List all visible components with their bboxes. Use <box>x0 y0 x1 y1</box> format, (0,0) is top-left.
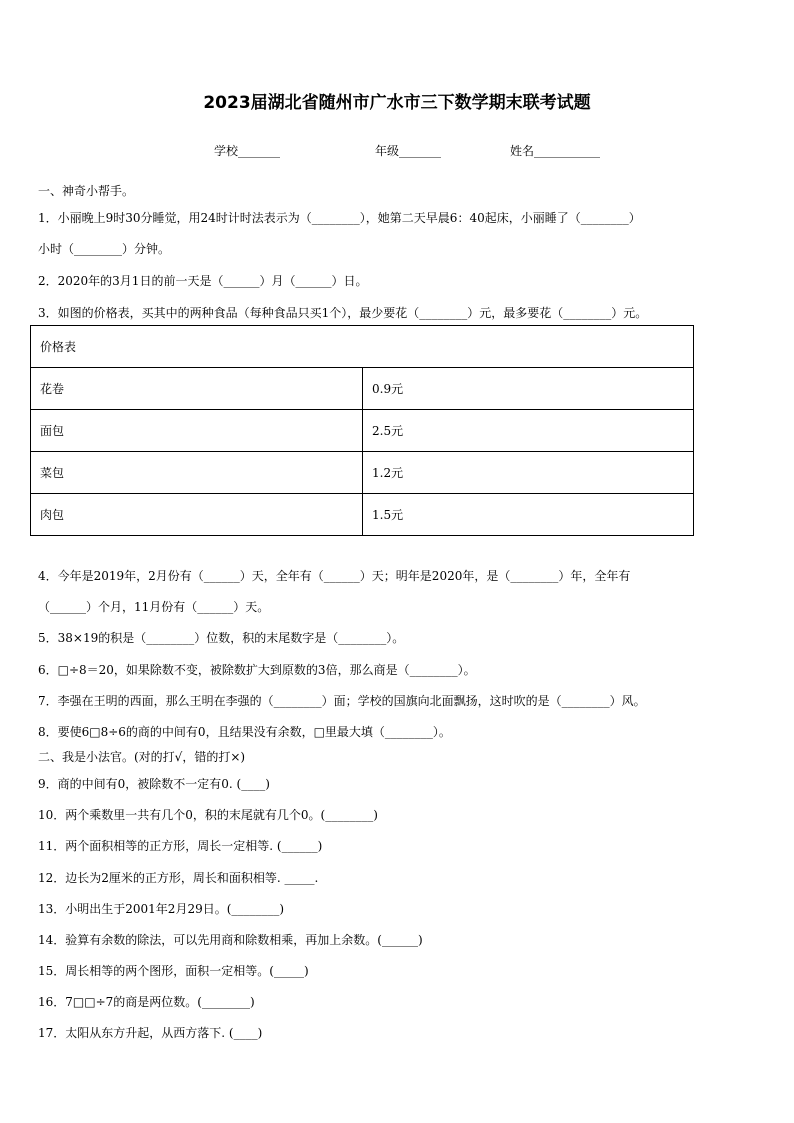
question-15: 15．周长相等的两个图形，面积一定相等。(_____) <box>38 964 309 978</box>
question-10: 10．两个乘数里一共有几个0，积的末尾就有几个0。(________) <box>38 808 378 822</box>
table-header: 价格表 <box>31 326 694 368</box>
table-row <box>31 494 694 536</box>
question-17: 17．太阳从东方升起，从西方落下. (____) <box>38 1026 263 1040</box>
question-16: 16．7□□÷7的商是两位数。(________) <box>38 995 255 1009</box>
question-13: 13．小明出生于2001年2月29日。(________) <box>38 902 285 916</box>
question-4-line-1: 4．今年是2019年，2月份有（______）天，全年有（______）天；明年是2020年，是（________）年，全年有 <box>38 569 631 583</box>
question-12: 12．边长为2厘米的正方形，周长和面积相等. _____. <box>38 871 319 885</box>
question-6: 6．□÷8＝20，如果除数不变，被除数扩大到原数的3倍，那么商是（________）。 <box>38 663 476 677</box>
table-row <box>31 326 694 368</box>
question-2: 2．2020年的3月1日的前一天是（______）月（______）日。 <box>38 274 368 288</box>
question-8: 8．要使6□8÷6的商的中间有0，且结果没有余数，□里最大填（________）。 <box>38 725 451 739</box>
question-1-line-2: 小时（________）分钟。 <box>38 242 171 256</box>
food-price: 1.5元 <box>363 494 694 536</box>
food-price: 1.2元 <box>363 452 694 494</box>
table-row <box>31 368 694 410</box>
table-row <box>31 452 694 494</box>
food-price: 0.9元 <box>363 368 694 410</box>
question-4-line-2: （______）个月，11月份有（______）天。 <box>38 600 270 614</box>
food-name: 花卷 <box>31 368 363 410</box>
question-7: 7．李强在王明的西面，那么王明在李强的（________）面；学校的国旗向北面飘扬，这时吹的是（________）风。 <box>38 694 646 708</box>
page-title: 2023届湖北省随州市广水市三下数学期末联考试题 <box>203 93 591 113</box>
section-1-heading: 一、神奇小帮手。 <box>38 184 135 198</box>
question-5: 5．38×19的积是（________）位数，积的末尾数字是（________）。 <box>38 631 405 645</box>
table-row <box>31 410 694 452</box>
school-field: 学校_______ <box>214 144 281 158</box>
question-9: 9．商的中间有0，被除数不一定有0. (____) <box>38 777 270 791</box>
name-field: 姓名___________ <box>510 144 601 158</box>
question-11: 11．两个面积相等的正方形，周长一定相等. (______) <box>38 839 323 853</box>
food-name: 菜包 <box>31 452 363 494</box>
question-3: 3．如图的价格表，买其中的两种食品（每种食品只买1个），最少要花（________）元，最多要花（________）元。 <box>38 306 648 320</box>
food-price: 2.5元 <box>363 410 694 452</box>
price-table <box>30 325 694 536</box>
food-name: 肉包 <box>31 494 363 536</box>
food-name: 面包 <box>31 410 363 452</box>
grade-field: 年级_______ <box>375 144 442 158</box>
question-14: 14．验算有余数的除法，可以先用商和除数相乘，再加上余数。(______) <box>38 933 423 947</box>
section-2-heading: 二、我是小法官。(对的打√，错的打×) <box>38 750 246 764</box>
question-1-line-1: 1．小丽晚上9时30分睡觉，用24时计时法表示为（________），她第二天早晨6：40起床，小丽睡了（________） <box>38 211 641 225</box>
